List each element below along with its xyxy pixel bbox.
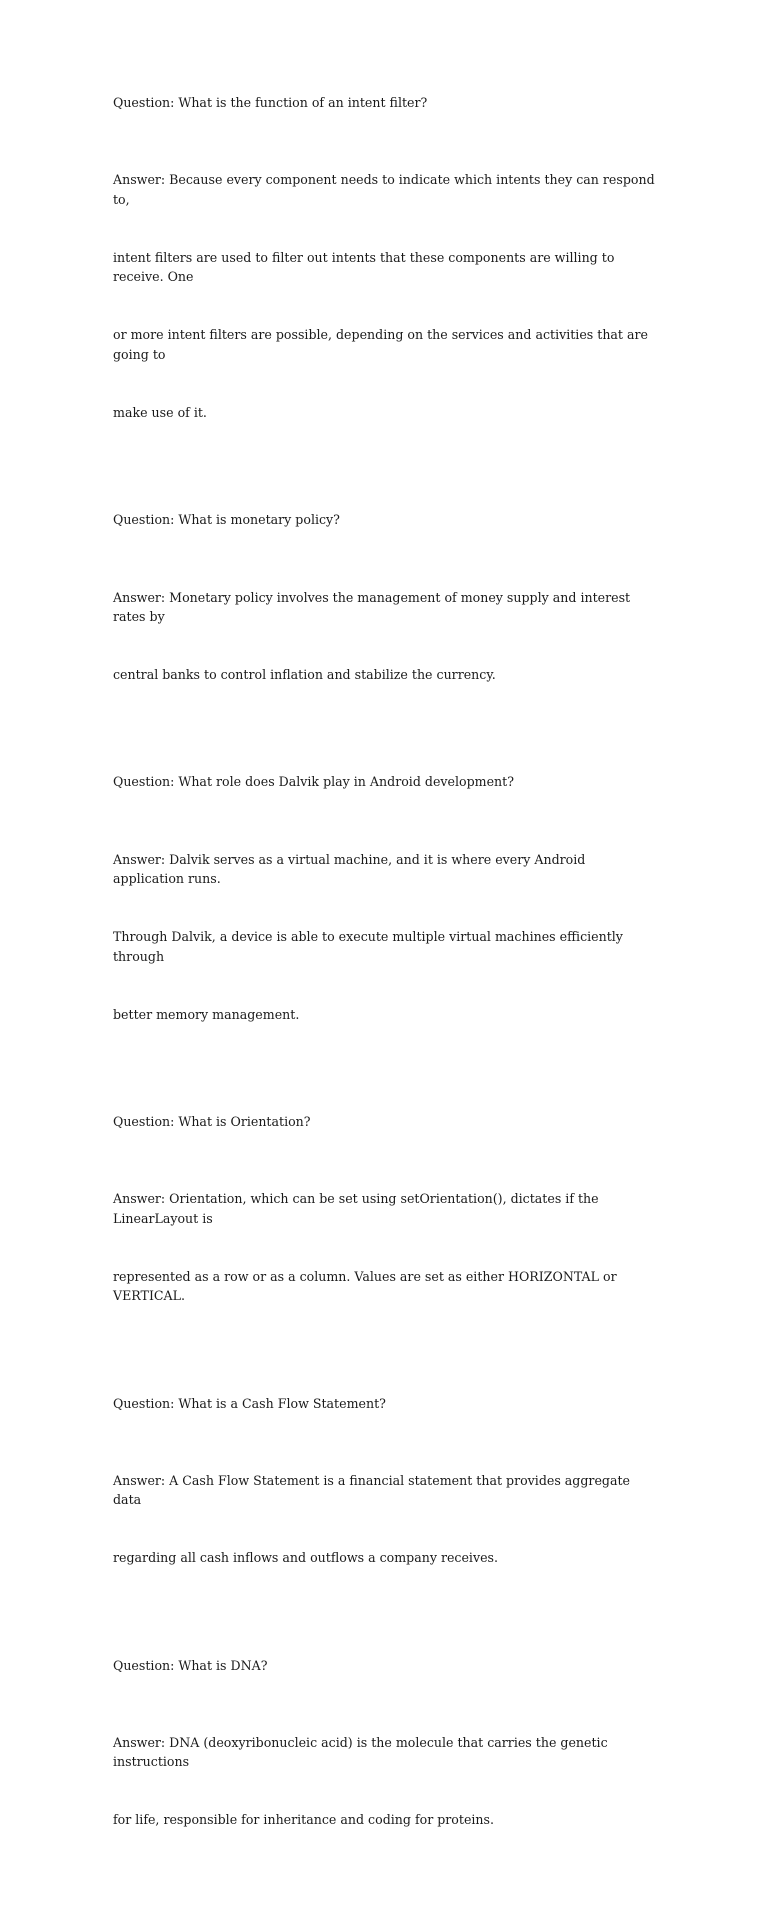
answer-line: better memory management.	[113, 1006, 300, 1022]
answer-line: or more intent filters are possible, depending on the services and activities that are going to	[113, 327, 652, 362]
answer-line: Answer: Because every component needs to indicate which intents they can respond to,	[113, 172, 659, 207]
answer-line: for life, responsible for inheritance and coding for proteins.	[113, 1812, 495, 1828]
qa-block-cash-flow	[113, 1394, 658, 1607]
answer-line: Answer: Dalvik serves as a virtual machine, and it is where every Android application runs.	[113, 851, 590, 886]
qa-block-orientation	[113, 1112, 658, 1344]
question-text: Question: What is DNA?	[113, 1657, 268, 1673]
answer-line: Answer: DNA (deoxyribonucleic acid) is the molecule that carries the genetic instructions	[113, 1734, 612, 1770]
qa-block-dna	[113, 1656, 658, 1869]
question-text: Question: What is the function of an intent filter?	[113, 95, 428, 110]
question-text: Question: What is a Cash Flow Statement?	[113, 1395, 386, 1411]
answer-text	[113, 1432, 658, 1607]
answer-line: central banks to control inflation and stabilize the currency.	[113, 667, 496, 683]
question-text: Question: What is Orientation?	[113, 1114, 311, 1130]
answer-line: Through Dalvik, a device is able to execute multiple virtual machines efficiently through	[113, 929, 627, 964]
qa-block-monetary-policy	[113, 510, 658, 723]
question-text: Question: What is monetary policy?	[113, 512, 340, 528]
answer-text	[113, 811, 658, 1063]
answer-line: intent filters are used to filter out intents that these components are willing to receive. One	[113, 249, 619, 285]
answer-line: represented as a row or as a column. Values are set as either HORIZONTAL or VERTICAL.	[113, 1268, 621, 1304]
answer-line: Answer: Orientation, which can be set using setOrientation(), dictates if the LinearLayout is	[113, 1191, 603, 1226]
answer-line: regarding all cash inflows and outflows a company receives.	[113, 1550, 498, 1566]
qa-block-intent-filter	[113, 93, 658, 461]
answer-text	[113, 1150, 658, 1344]
answer-line: make use of it.	[113, 405, 207, 421]
answer-text	[113, 1694, 658, 1869]
qa-block-dalvik	[113, 772, 658, 1063]
answer-text	[113, 131, 658, 461]
question-text: Question: What role does Dalvik play in Android development?	[113, 774, 514, 790]
answer-line: Answer: Monetary policy involves the management of money supply and interest rates by	[113, 589, 635, 624]
document-body	[113, 93, 658, 1918]
answer-text	[113, 549, 658, 724]
answer-line: Answer: A Cash Flow Statement is a financial statement that provides aggregate data	[113, 1472, 635, 1508]
